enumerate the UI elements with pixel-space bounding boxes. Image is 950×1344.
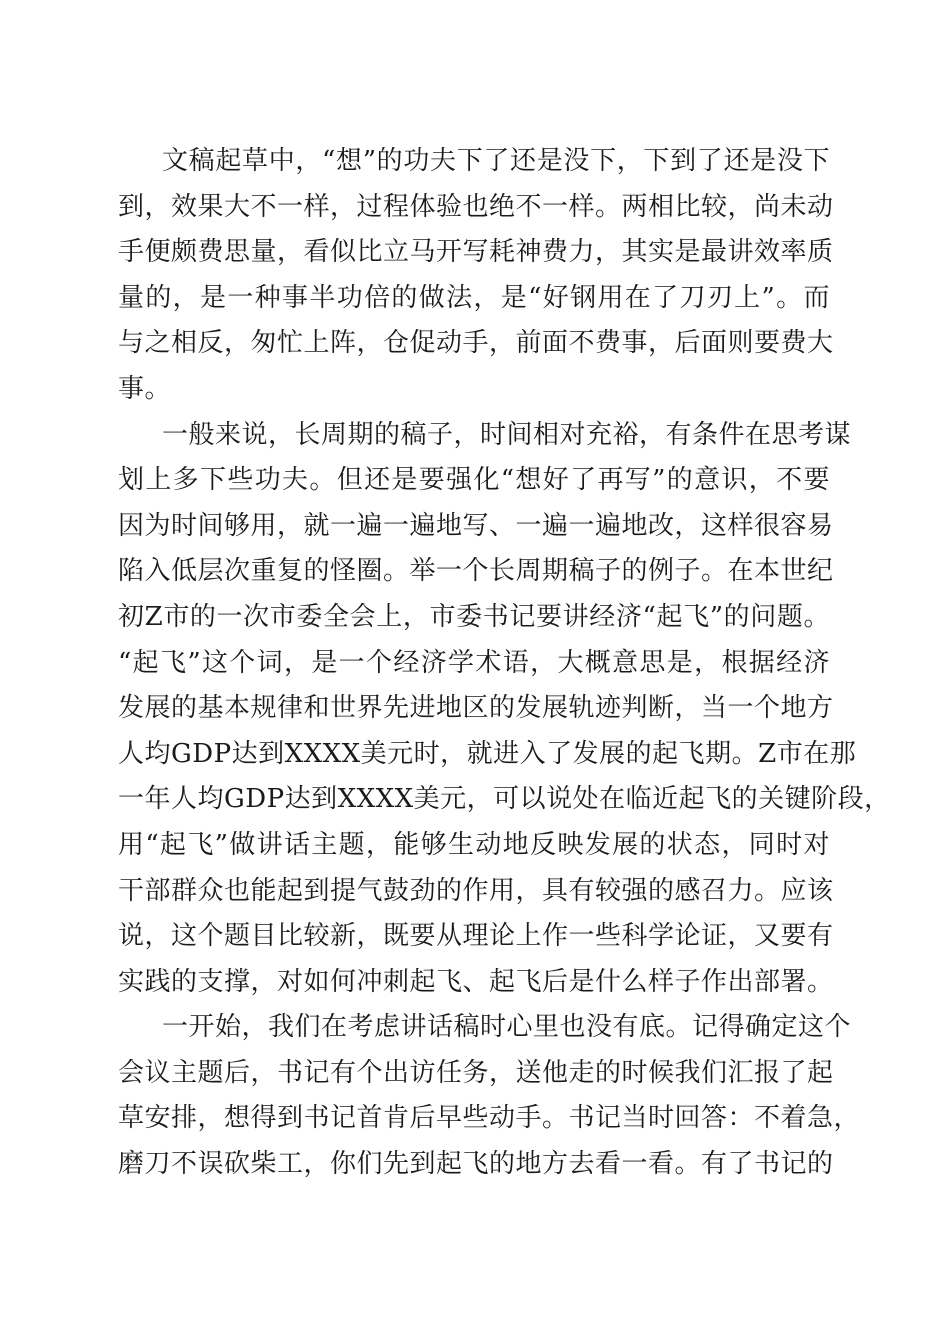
- paragraph-1: [118, 139, 834, 413]
- text-line: 人均GDP达到XXXX美元时，就进入了发展的起飞期。Z市在那: [118, 738, 857, 769]
- text-line: 一般来说，长周期的稿子，时间相对充裕，有条件在思考谋: [162, 419, 852, 450]
- text-line: “起飞”这个词，是一个经济学术语，大概意思是，根据经济: [118, 647, 830, 678]
- text-line: 因为时间够用，就一遍一遍地写、一遍一遍地改，这样很容易: [118, 510, 834, 541]
- text-line: 一年人均GDP达到XXXX美元，可以说处在临近起飞的关键阶段，: [118, 784, 891, 815]
- text-line: 实践的支撑，对如何冲刺起飞、起飞后是什么样子作出部署。: [118, 966, 834, 997]
- body-text: [118, 139, 891, 1188]
- paragraph-2: [118, 413, 891, 1006]
- text-line: 手便颇费思量，看似比立马开写耗神费力，其实是最讲效率质: [118, 237, 834, 268]
- text-line: 与之相反，匆忙上阵，仓促动手，前面不费事，后面则要费大: [118, 328, 834, 359]
- text-line: 会议主题后，书记有个出访任务，送他走的时候我们汇报了起: [118, 1057, 834, 1088]
- text-line: 草安排，想得到书记首肯后早些动手。书记当时回答：不着急，: [118, 1103, 861, 1134]
- text-line: 说，这个题目比较新，既要从理论上作一些科学论证，又要有: [118, 921, 834, 952]
- text-line: 量的，是一种事半功倍的做法，是“好钢用在了刀刃上”。而: [118, 282, 830, 313]
- text-line: 用“起飞”做讲话主题，能够生动地反映发展的状态，同时对: [118, 829, 830, 860]
- text-line: 划上多下些功夫。但还是要强化“想好了再写”的意识，不要: [118, 465, 830, 496]
- paragraph-3: [118, 1005, 861, 1187]
- text-line: 文稿起草中，“想”的功夫下了还是没下，下到了还是没下: [162, 146, 830, 176]
- text-line: 磨刀不误砍柴工，你们先到起飞的地方去看一看。有了书记的: [118, 1149, 834, 1180]
- text-line: 初Z市的一次市委全会上，市委书记要讲经济“起飞”的问题。: [118, 601, 830, 632]
- text-line: 发展的基本规律和世界先进地区的发展轨迹判断，当一个地方: [118, 693, 834, 724]
- text-line: 一开始，我们在考虑讲话稿时心里也没有底。记得确定这个: [162, 1012, 852, 1043]
- text-line: 干部群众也能起到提气鼓劲的作用，具有较强的感召力。应该: [118, 875, 834, 906]
- text-line: 陷入低层次重复的怪圈。举一个长周期稿子的例子。在本世纪: [118, 556, 834, 587]
- text-line: 到，效果大不一样，过程体验也绝不一样。两相比较，尚未动: [118, 191, 834, 222]
- text-line: 事。: [118, 373, 172, 404]
